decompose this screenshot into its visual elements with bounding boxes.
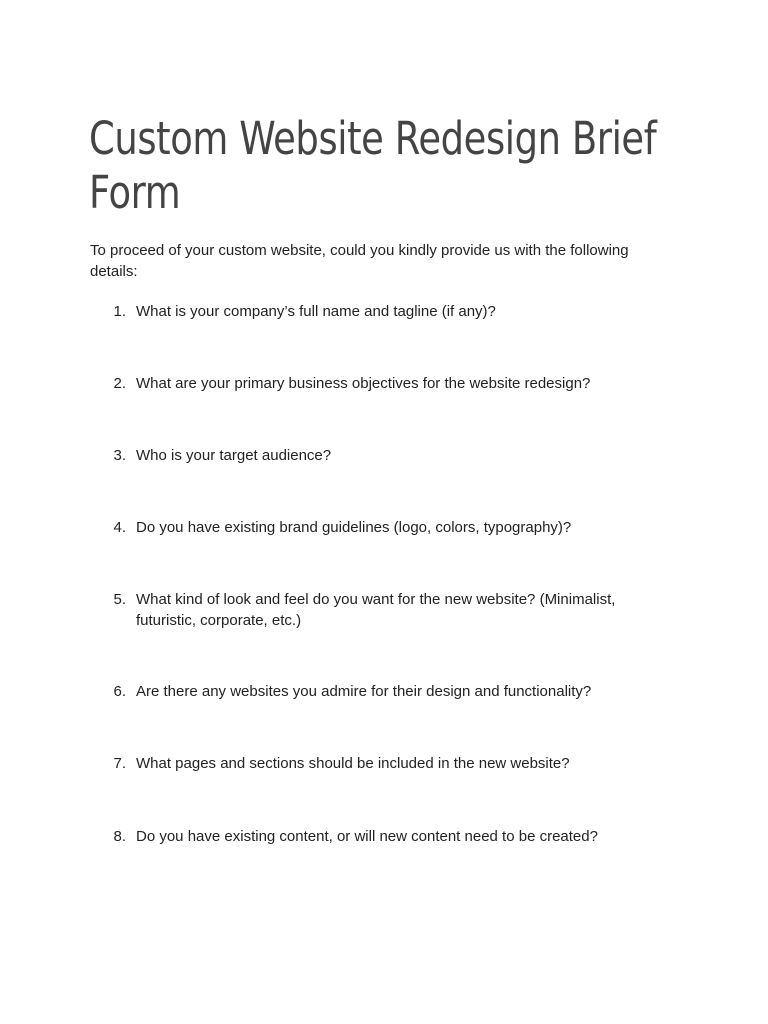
page-title-line-1: Custom Website Redesign Brief bbox=[89, 112, 657, 165]
question-number: 8. bbox=[113, 828, 126, 845]
page-title-line-2: Form bbox=[89, 166, 181, 219]
question-text: What kind of look and feel do you want for the new website? (Minimalist, futuristic, corporate, etc.) bbox=[136, 591, 616, 629]
question-text: What pages and sections should be included in the new website? bbox=[136, 755, 570, 772]
question-number: 3. bbox=[113, 447, 126, 464]
question-text: What are your primary business objectives for the website redesign? bbox=[136, 375, 591, 392]
question-number: 7. bbox=[113, 755, 126, 772]
question-number: 5. bbox=[113, 591, 126, 608]
question-number: 2. bbox=[113, 375, 126, 392]
question-number: 6. bbox=[113, 683, 126, 700]
question-text: Do you have existing content, or will new content need to be created? bbox=[136, 828, 598, 845]
intro-paragraph: To proceed of your custom website, could you kindly provide us with the following details: bbox=[90, 242, 629, 280]
question-text: Who is your target audience? bbox=[136, 447, 332, 464]
question-text: Are there any websites you admire for their design and functionality? bbox=[136, 683, 592, 700]
question-text: What is your company’s full name and tagline (if any)? bbox=[136, 303, 496, 320]
question-number: 4. bbox=[113, 519, 126, 536]
page-title bbox=[89, 112, 657, 220]
question-text: Do you have existing brand guidelines (logo, colors, typography)? bbox=[136, 519, 572, 536]
question-number: 1. bbox=[113, 303, 126, 320]
